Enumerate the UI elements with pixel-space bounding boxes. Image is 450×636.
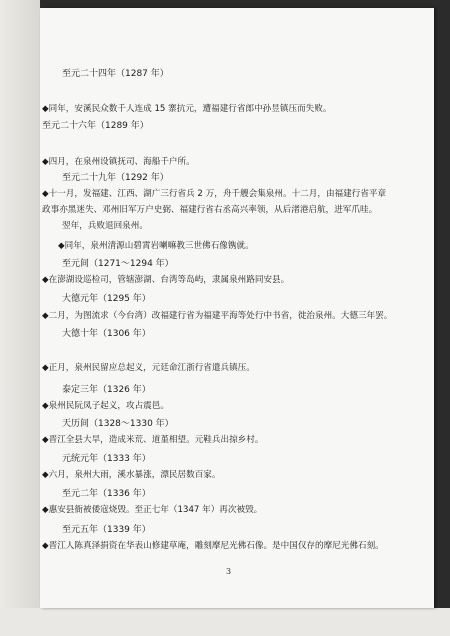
year-heading: 大德十年（1306 年） (62, 329, 151, 339)
year-heading: 至元二十六年（1289 年） (42, 121, 149, 131)
year-heading: 至元二十九年（1292 年） (62, 173, 169, 183)
year-heading: 至元二年（1336 年） (62, 489, 151, 499)
event-bullet: ◆六月，泉州大雨，溪水暴涨，漂民居数百家。 (42, 470, 221, 480)
event-continuation: 政事亦黑迷失、邓州旧军万户史弼、福建行省右丞高兴率领，从后渚港启航，进军爪哇。 (42, 205, 378, 215)
year-heading: 至元间（1271～1294 年） (62, 259, 174, 269)
year-heading: 泰定三年（1326 年） (62, 385, 151, 395)
event-bullet: ◆泉州民阮凤子起义，攻占震邑。 (42, 401, 169, 411)
event-bullet: ◆在澎湖设巡检司，管辖澎湖、台湾等岛屿，隶属泉州路同安县。 (42, 275, 290, 285)
event-bullet: ◆晋江全县大旱，造成米荒、道堇相望。元鞋兵出掠乡村。 (42, 435, 264, 445)
event-bullet: ◆二月，为图流求（今台湾）改福建行省为福建平海等处行中书省，徙治泉州。大德三年罢。 (42, 311, 393, 321)
event-continuation: 翌年，兵败退回泉州。 (62, 221, 148, 231)
page-number: 3 (226, 567, 232, 576)
year-heading: 天历间（1328～1330 年） (62, 419, 174, 429)
event-bullet: ◆十一月，发福建、江西、湖广三行省兵 2 万，舟千艘会集泉州。十二月，由福建行省平章 (42, 189, 387, 199)
year-heading: 大德元年（1295 年） (62, 294, 151, 304)
event-bullet: ◆同年，安溪民众数千人连成 15 寨抗元，遭福建行省郎中孙昱镇压而失败。 (42, 104, 332, 114)
year-heading: 元统元年（1333 年） (62, 454, 151, 464)
event-bullet: ◆惠安县衙被倭寇烧毁。至正七年（1347 年）再次被毁。 (42, 505, 263, 515)
event-bullet: ◆晋江人陈真泽捐资在华表山修建草庵，雕刻摩尼光佛石像。是中国仅存的摩尼光佛石刻。 (42, 541, 384, 551)
year-heading: 至元五年（1339 年） (62, 525, 151, 535)
event-bullet: ◆正月，泉州民留应总起义，元廷命江浙行省遣兵镇压。 (42, 363, 255, 373)
scan-bottom-margin (0, 608, 450, 636)
event-bullet: ◆同年，泉州清源山碧霄岩喇嘛教三世佛石像镌就。 (58, 241, 254, 251)
event-bullet: ◆四月，在泉州设镇抚司、海船千户所。 (42, 157, 195, 167)
scan-left-margin (0, 0, 40, 636)
document-page (40, 8, 434, 608)
document-body (40, 8, 434, 608)
year-heading: 至元二十四年（1287 年） (62, 69, 169, 79)
